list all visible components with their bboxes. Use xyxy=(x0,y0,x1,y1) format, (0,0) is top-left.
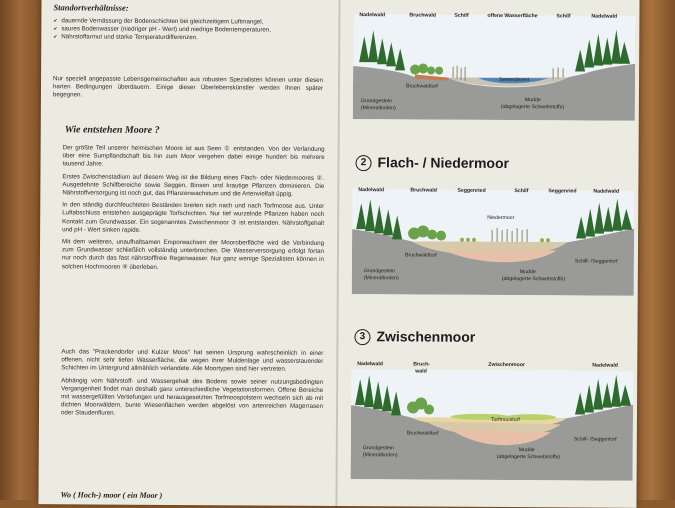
label-bruchwaldtorf: Bruchwaldtorf xyxy=(406,83,438,89)
label-bruchwald: wald xyxy=(415,368,427,374)
label-bruchwaldtorf: Bruchwaldtorf xyxy=(407,430,439,436)
label-schwebstoffe: (abgelagerte Schwebstoffe) xyxy=(501,104,564,110)
info-board xyxy=(38,0,639,508)
label-seggenried: Seggenried xyxy=(548,188,576,194)
label-grundgestein: Grundgestein xyxy=(364,268,395,274)
number-3-icon: 3 xyxy=(354,329,370,345)
label-bruchwald: Bruch- xyxy=(413,361,430,367)
intro-paragraph: Nur speziell angepasste Lebensgemeinschaften aus robusten Spezialisten können unter diesen harten Bedingungen überdauern. Einige dieser Überlebenskünstler werden Ihnen später begegnen. xyxy=(53,75,323,101)
label-schwebstoffe: (abgelagerte Schwebstoffe) xyxy=(497,454,560,460)
label-zwischenmoor: Zwischenmoor xyxy=(488,362,525,368)
paragraph: In den ständig durchfeuchteten Beständen breiten sich nach und nach Torfmoose aus. Unter Luftabschluss entstehen ausgeprägte Torfschichten. Nur tief wurzelnde Pflanzen haben noch Kontakt zum Grundwasser. Ein sogenanntes Zwischenmoor ③ ist entstanden. Nährstoffgehalt und pH - Wert sinken rapide. xyxy=(62,202,324,236)
label-seesediment: Seesediment xyxy=(499,77,529,83)
label-nadelwald: Nadelwald xyxy=(357,361,383,367)
condition-item: ✔ Nährstoffarmut und starke Temperaturdifferenzen. xyxy=(53,34,323,44)
formation-text xyxy=(62,144,325,276)
label-bruchwald: Bruchwald xyxy=(410,187,437,193)
label-seggentorf: Schilf- /Seggentorf xyxy=(575,258,618,264)
label-torfmoostorf: Torfmoostorf xyxy=(491,417,520,423)
local-moor-text xyxy=(61,348,323,423)
label-nadelwald: Nadelwald xyxy=(591,14,617,20)
label-seggentorf: Schilf- /Seggentorf xyxy=(574,436,617,442)
label-mudde: Mudde xyxy=(520,269,536,275)
label-mudde: Mudde xyxy=(519,447,535,453)
label-nadelwald: Nadelwald xyxy=(592,363,618,369)
label-schilf: Schilf xyxy=(514,188,528,194)
label-bruchwald: Bruchwald xyxy=(409,12,436,18)
section-heading: Wie entstehen Moore ? xyxy=(65,124,160,136)
conditions-header: Standortverhältnisse: xyxy=(53,2,128,12)
paragraph: Der größte Teil unserer heimischen Moore ist aus Seen ① entstanden. Von der Verlandung über eine Sumpflandschaft bis hin zum Moor vergehen dabei einige hundert bis mehrere tausend Jahre. xyxy=(62,144,324,170)
label-nadelwald: Nadelwald xyxy=(359,12,385,18)
diagram-title: Flach- / Niedermoor xyxy=(377,154,509,171)
conditions-list xyxy=(53,17,323,43)
label-mineralboden: (Mineralboden) xyxy=(361,105,396,111)
label-grundgestein: Grundgestein xyxy=(363,445,394,451)
bottom-cut-heading: Wo ( Hoch-) moor ( ein Moor ) xyxy=(60,490,162,500)
label-mineralboden: (Mineralboden) xyxy=(364,275,399,281)
label-open-water: offene Wasserfläche xyxy=(487,13,537,19)
label-nadelwald: Nadelwald xyxy=(358,187,384,193)
label-grundgestein: Grundgestein xyxy=(361,98,392,104)
label-mineralboden: (Mineralboden) xyxy=(363,452,398,458)
label-seggenried: Seggenried xyxy=(457,188,485,194)
paragraph: Auch das "Prackendorfer und Kulzer Moos" hat seinen Ursprung wahrscheinlich in einer offenen, nicht sehr tiefen Wasserfläche, die wegen ihrer Muldenlage und wasserstauender Schichten im Untergrund allmählich verlandete. Alle Moortypen sind hier vertreten. xyxy=(61,348,323,374)
label-mudde: Mudde xyxy=(525,97,541,103)
paragraph: Erstes Zwischenstadium auf diesem Weg ist die Bildung eines Flach- oder Niedermoores ②. Ausgedehnte Schilfbereiche sowie Seggen, Binsen und krautige Pflanzen dominieren. Die Nährstoffversorgung ist noch gut, das Pflanzenwachstum und die Artenvielfalt üppig. xyxy=(62,173,324,199)
diagram-title: Zwischenmoor xyxy=(376,328,475,345)
label-niedermoor: Niedermoor xyxy=(487,215,514,221)
label-nadelwald: Nadelwald xyxy=(593,189,619,195)
column-divider xyxy=(335,0,340,506)
number-2-icon: 2 xyxy=(355,155,371,171)
condition-item: ✔ dauernde Vernässung der Bodenschichten bei gleichzeitigem Luftmangel, xyxy=(53,17,323,27)
title-flachmoor xyxy=(355,154,509,172)
title-zwischenmoor xyxy=(354,328,475,346)
label-schwebstoffe: (abgelagerte Schwebstoffe) xyxy=(502,276,565,282)
condition-item: ✔ saures Bodenwasser (niedriger pH - Wert) und niedrige Bodentemperaturen, xyxy=(53,25,323,35)
diagram-zwischenmoor xyxy=(351,369,634,481)
label-bruchwaldtorf: Bruchwaldtorf xyxy=(405,252,437,258)
paragraph: Abhängig vom Nährstoff- und Wassergehalt des Bodens sowie seiner nutzungsbedingten Vergangenheit findet man deshalb ganz unterschiedliche Vegetationsformen. Offene Bereiche mit wassergefüllten Vertiefungen und herausgesetzten Torfmoospolstern wechseln sich ab mit dichten Moorwäldern, bunte Wiesenflächen werden abgelöst von artenreichen Magerrasen oder Staudenfluren. xyxy=(61,377,323,420)
label-schilf: Schilf xyxy=(556,13,570,19)
paragraph: Mit dem weiteren, unaufhaltsamen Emporwachsen der Mooroberfläche wird die Verbindung zum Grundwasser schließlich vollständig unterbrochen. Die Wasserversorgung erfolgt fortan nur noch durch das fast nährstofffreie Regenwasser. Nur ganz wenige Spezialisten können in solchen Hochmooren ④ überleben. xyxy=(62,238,324,272)
label-schilf: Schilf xyxy=(454,13,468,19)
